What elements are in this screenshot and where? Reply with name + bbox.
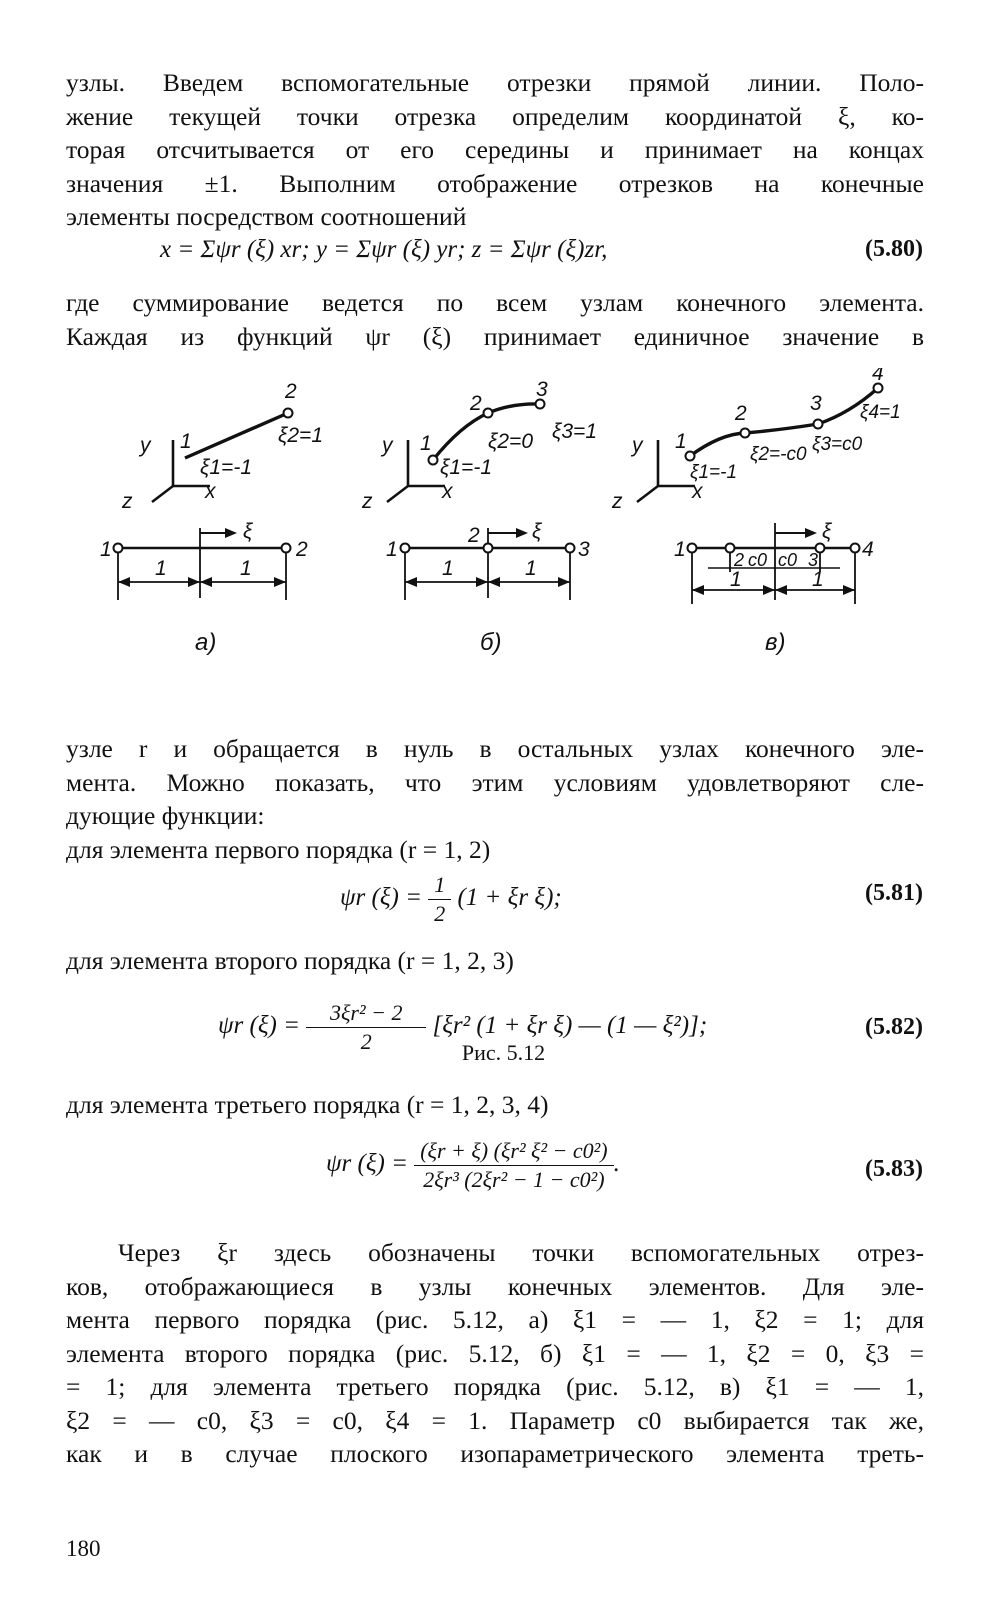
equation-rhs: . xyxy=(613,1150,620,1178)
z-axis-line xyxy=(387,486,408,502)
axis-label: z xyxy=(362,490,373,513)
segment-label: 1 xyxy=(674,538,686,561)
node-marker xyxy=(741,429,750,438)
equation-lhs: ψr (ξ) = xyxy=(340,884,429,912)
axis-label: z xyxy=(122,490,133,513)
axis-label: z xyxy=(612,490,623,513)
xi-label: ξ4=1 xyxy=(860,402,901,423)
equation-number: (5.83) xyxy=(865,1156,923,1182)
text-line: значения ±1. Выполним отображение отрезков на конечные xyxy=(66,168,924,198)
node-marker xyxy=(284,409,293,418)
axis-label: x xyxy=(205,480,216,503)
text-line: для элемента третьего порядка (r = 1, 2, 3, 4) xyxy=(66,1090,549,1119)
node-label: 2 xyxy=(285,380,297,403)
fraction xyxy=(428,872,451,927)
node-label: 1 xyxy=(675,430,687,453)
xi-label: ξ2=-c0 xyxy=(750,444,807,465)
text-line: для элемента второго порядка (r = 1, 2, 3) xyxy=(66,946,514,975)
equation-5-81 xyxy=(340,872,562,927)
axis-label: x xyxy=(442,480,453,503)
text-line: мента первого порядка (рис. 5.12, а) ξ1 = — 1, ξ2 = 1; для xyxy=(66,1305,924,1334)
node-marker xyxy=(484,544,493,553)
fraction-denominator: 2ξr³ (2ξr² − 1 − c0²) xyxy=(423,1167,605,1192)
fraction-numerator: 1 xyxy=(428,872,451,900)
axis-label: y xyxy=(382,434,393,457)
top-paragraph xyxy=(66,66,924,234)
fraction-numerator: 3ξr² − 2 xyxy=(306,1000,426,1028)
equation-rhs: (1 + ξr ξ); xyxy=(451,884,562,912)
node-marker xyxy=(114,544,123,553)
element-line xyxy=(185,413,288,458)
segment-label: 1 xyxy=(100,538,112,561)
node-marker xyxy=(814,420,823,429)
text-line: где суммирование ведется по всем узлам конечного элемента. xyxy=(66,288,924,317)
fraction xyxy=(414,1138,613,1193)
xi-label: ξ3=c0 xyxy=(812,434,863,455)
segment-length-label: 1 xyxy=(155,557,167,580)
axis-label: x xyxy=(692,480,703,503)
equation-5-83 xyxy=(326,1138,620,1193)
segment-label: 2 xyxy=(734,550,745,570)
equation-number: (5.80) xyxy=(865,236,923,262)
equation-number: (5.81) xyxy=(865,880,923,906)
xi-label: ξ1=-1 xyxy=(200,456,252,479)
segment-label: c0 xyxy=(748,550,768,570)
node-label: 1 xyxy=(420,432,432,455)
segment-length-label: 1 xyxy=(812,568,824,591)
segment-length-label: 1 xyxy=(525,557,537,580)
fraction-numerator: (ξr + ξ) (ξr² ξ² − c0²) xyxy=(414,1138,613,1166)
xi-label: ξ3=1 xyxy=(552,420,598,443)
segment-label: c0 xyxy=(778,550,798,570)
node-label: 2 xyxy=(470,392,482,415)
text-line: мента. Можно показать, что этим условиям удовлетворяют сле- xyxy=(66,767,924,797)
text-line: для элемента первого порядка (r = 1, 2) xyxy=(66,834,491,864)
node-label: 4 xyxy=(872,368,884,385)
equation-lhs: ψr (ξ) = xyxy=(218,1012,307,1040)
xi-arrow-label: ξ xyxy=(532,520,542,543)
node-marker xyxy=(484,409,493,418)
node-marker xyxy=(566,544,575,553)
text-line: элементы посредством соотношений xyxy=(66,202,467,231)
node-marker xyxy=(401,544,410,553)
equation-5-80: x = Σψr (ξ) xr; y = Σψr (ξ) yr; z = Σψr (ξ)zr, xyxy=(160,236,608,263)
equation-lhs: ψr (ξ) = xyxy=(326,1150,415,1178)
segment-label: 2 xyxy=(296,538,308,561)
mid-paragraph xyxy=(66,732,924,866)
equation-number: (5.82) xyxy=(865,1014,923,1040)
xi-label: ξ2=0 xyxy=(488,430,534,453)
panel-label: б) xyxy=(480,629,502,656)
z-axis-line xyxy=(637,486,658,502)
segment-length-label: 1 xyxy=(442,557,454,580)
figure-caption: Рис. 5.12 xyxy=(461,1040,546,1065)
segment-label: 2 xyxy=(468,524,480,547)
axis-label: y xyxy=(632,434,643,457)
node-marker xyxy=(429,456,438,465)
segment-label: 3 xyxy=(578,538,590,561)
text-line: = 1; для элемента третьего порядка (рис. 5.12, в) ξ1 = — 1, xyxy=(66,1372,924,1401)
page-number: 180 xyxy=(66,1536,101,1561)
text-line: Через ξr здесь обозначены точки вспомогательных отрез- xyxy=(118,1238,924,1267)
node-marker xyxy=(688,544,697,553)
label-second-order xyxy=(66,944,924,978)
segment-length-label: 1 xyxy=(240,557,252,580)
text-line: торая отсчитывается от его середины и принимает на концах xyxy=(66,135,924,164)
paragraph-2 xyxy=(66,286,924,353)
text-line: дующие функции: xyxy=(66,801,265,830)
fraction-denominator: 2 xyxy=(434,901,446,926)
node-marker xyxy=(851,544,860,553)
fraction xyxy=(306,1000,426,1055)
equation-rhs: [ξr² (1 + ξr ξ) — (1 — ξ²)]; xyxy=(426,1012,708,1040)
node-marker xyxy=(282,544,291,553)
segment-label: 4 xyxy=(862,538,874,561)
fraction-denominator: 2 xyxy=(360,1029,372,1054)
bottom-paragraph xyxy=(66,1236,924,1471)
segment-label: 1 xyxy=(386,538,398,561)
xi-arrow-label: ξ xyxy=(822,520,832,543)
xi-label: ξ1=-1 xyxy=(440,456,492,479)
text-line: узлы. Введем вспомогательные отрезки прямой линии. Поло- xyxy=(66,68,924,97)
text-line: жение текущей точки отрезка определим координатой ξ, ко- xyxy=(66,101,924,131)
node-label: 1 xyxy=(180,430,192,453)
text-line: ξ2 = — c0, ξ3 = c0, ξ4 = 1. Параметр c0 выбирается так же, xyxy=(66,1405,924,1435)
z-axis-line xyxy=(152,486,173,502)
text-line: Каждая из функций ψr (ξ) принимает единичное значение в xyxy=(66,321,924,351)
text-line: узле r и обращается в нуль в остальных узлах конечного эле- xyxy=(66,734,924,763)
panel-label: в) xyxy=(765,629,786,656)
xi-arrow-label: ξ xyxy=(243,520,253,543)
axis-label: y xyxy=(140,434,151,457)
figure-drawing xyxy=(100,368,920,668)
node-label: 3 xyxy=(810,392,822,415)
equation-5-82 xyxy=(218,1000,707,1055)
panel-label: а) xyxy=(195,629,217,656)
segment-label: 3 xyxy=(808,550,819,570)
xi-label: ξ2=1 xyxy=(278,424,324,447)
text-line: элемента второго порядка (рис. 5.12, б) ξ1 = — 1, ξ2 = 0, ξ3 = xyxy=(66,1338,924,1368)
node-label: 3 xyxy=(536,378,548,401)
node-label: 2 xyxy=(735,402,747,425)
xi-label: ξ1=-1 xyxy=(690,462,738,483)
segment-length-label: 1 xyxy=(730,568,742,591)
text-line: ков, отображающиеся в узлы конечных элементов. Для эле- xyxy=(66,1271,924,1301)
node-marker xyxy=(686,452,695,461)
text-line: как и в случае плоского изопараметрического элемента треть- xyxy=(66,1439,924,1468)
label-third-order xyxy=(66,1088,924,1122)
